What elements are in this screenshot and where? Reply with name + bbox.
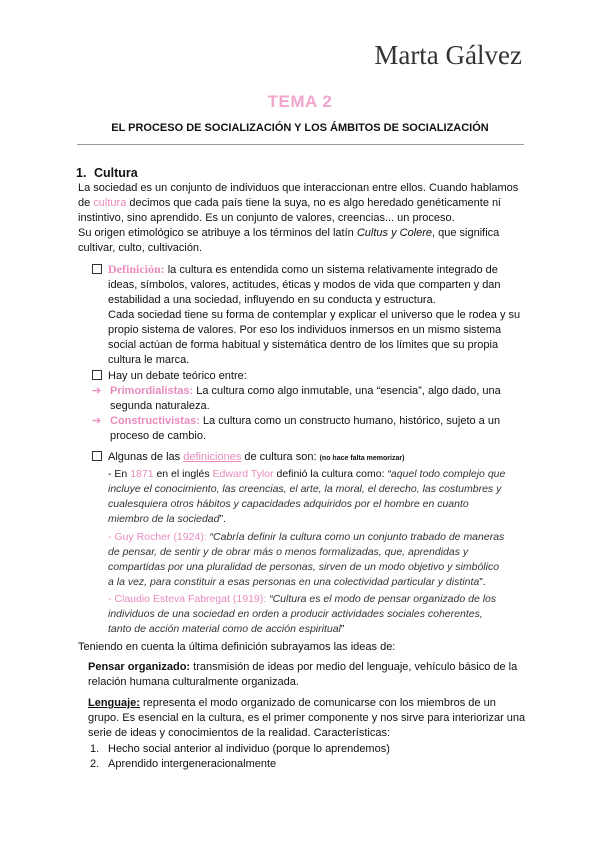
section-heading — [76, 166, 138, 180]
list-item: 2. Aprendido intergeneracionalmente — [90, 758, 277, 770]
rocher-label: - Guy Rocher (1924): — [108, 531, 207, 543]
arrow-icon: ➔ — [92, 415, 102, 427]
note: (no hace falta memorizar) — [319, 455, 405, 462]
text-line: La sociedad es un conjunto de individuos que interaccionan entre ellos. Cuando hablamos — [78, 182, 519, 194]
intro-paragraph — [78, 181, 528, 256]
tylor-definition: - En 1871 en el inglés Edward Tylor definió la cultura como: “aquel todo complejo que incluye el conocimiento, las creencias, el arte, la moral, el derecho, las costumbres y cualesquiera otros hábitos y capacidades adquiridos por el hombre en cuanto miembro de la sociedad”. — [108, 468, 506, 525]
checkbox-icon[interactable] — [92, 370, 102, 380]
pensar-label: Pensar organizado: — [88, 661, 191, 673]
definiciones-intro: Algunas de las definiciones de cultura son: (no hace falta memorizar) — [92, 450, 532, 466]
checkbox-icon[interactable] — [92, 264, 102, 274]
section-title: Cultura — [94, 166, 138, 180]
arrow-icon: ➔ — [92, 385, 102, 397]
constructivistas-label: Constructivistas: — [110, 415, 200, 427]
debate-block: Hay un debate teórico entre: — [92, 369, 532, 384]
text-line: Su origen etimológico se atribuye a los términos del latín Cultus y Colere, que significa — [78, 227, 500, 239]
lenguaje-block: Lenguaje: representa el modo organizado de comunicarse con los miembros de un grupo. Es esencial en la cultura, es el primer componente y nos sirve para interiorizar una serie de ideas y conocimientos de la realidad. Características: — [88, 697, 526, 739]
section-number: 1. — [76, 166, 87, 180]
pensar-block: Pensar organizado: transmisión de ideas por medio del lenguaje, vehículo básico de la relación humana culturalmente organizada. — [88, 661, 518, 688]
text-line: cultivar, culto, cultivación. — [78, 242, 203, 254]
checkbox-icon[interactable] — [92, 451, 102, 461]
page-subtitle: EL PROCESO DE SOCIALIZACIÓN Y LOS ÁMBITOS DE SOCIALIZACIÓN — [111, 122, 489, 134]
lenguaje-label: Lenguaje: — [88, 697, 140, 709]
definicion-label: Definición: — [108, 262, 165, 276]
latin-terms: Cultus y Colere — [356, 227, 433, 239]
text-line: de cultura decimos que cada país tiene la suya, no es algo heredado genéticamente ni — [78, 197, 501, 209]
text-line: instintivo, sino aprendido. Es un conjunto de valores, creencias... un proceso. — [78, 212, 455, 224]
primordialistas-label: Primordialistas: — [110, 385, 194, 397]
author-name: Marta Gálvez — [374, 40, 522, 70]
debate-list: ➔ Primordialistas: La cultura como algo inmutable, una “esencia”, algo dado, una segunda naturaleza. ➔ Constructivistas: La cultura como un constructo humano, histórico, sujeto a un proceso de cambio. — [92, 385, 501, 442]
claudio-definition: - Claudio Esteva Fabregat (1919): “Cultura es el modo de pensar organizado de los individuos de una sociedad en orden a producir actividades sociales coherentes, tanto de acción material como de acción espiritual” — [108, 593, 497, 635]
after-intro: Teniendo en cuenta la última definición subrayamos las ideas de: — [78, 641, 396, 653]
tylor-name: Edward Tylor — [212, 468, 274, 480]
page-title: TEMA 2 — [267, 92, 333, 111]
list-item: 1. Hecho social anterior al individuo (porque lo aprendemos) — [90, 743, 390, 755]
divider — [77, 144, 524, 145]
rocher-definition: - Guy Rocher (1924): “Cabría definir la cultura como un conjunto trabado de maneras de pensar, de sentir y de obrar más o menos formalizadas, que, aprendidas y compartidas por una pluralidad de personas, sirven de un modo objetivo y simbólico a la vez, para constituir a esas personas en una colectividad particular y distinta”. — [108, 531, 505, 588]
definiciones-link[interactable]: definiciones — [183, 451, 242, 463]
definicion-block: Definición: la cultura es entendida como un sistema relativamente integrado de ideas, símbolos, valores, actitudes, éticas y modos de vida que comparten y dan estabilidad a una sociedad, influyendo en su conducta y estructura. Cada sociedad tiene su forma de contemplar y explicar el universo que le rodea y su propio sistema de valores. Por eso los individuos inmersos en un mismo sistema social actúan de forma habitual y sistemática dentro de los límites que su propia cultura le marca. — [92, 262, 532, 368]
characteristics-list — [90, 742, 520, 772]
highlight-term: cultura — [93, 197, 127, 209]
claudio-label: - Claudio Esteva Fabregat (1919): — [108, 593, 267, 605]
